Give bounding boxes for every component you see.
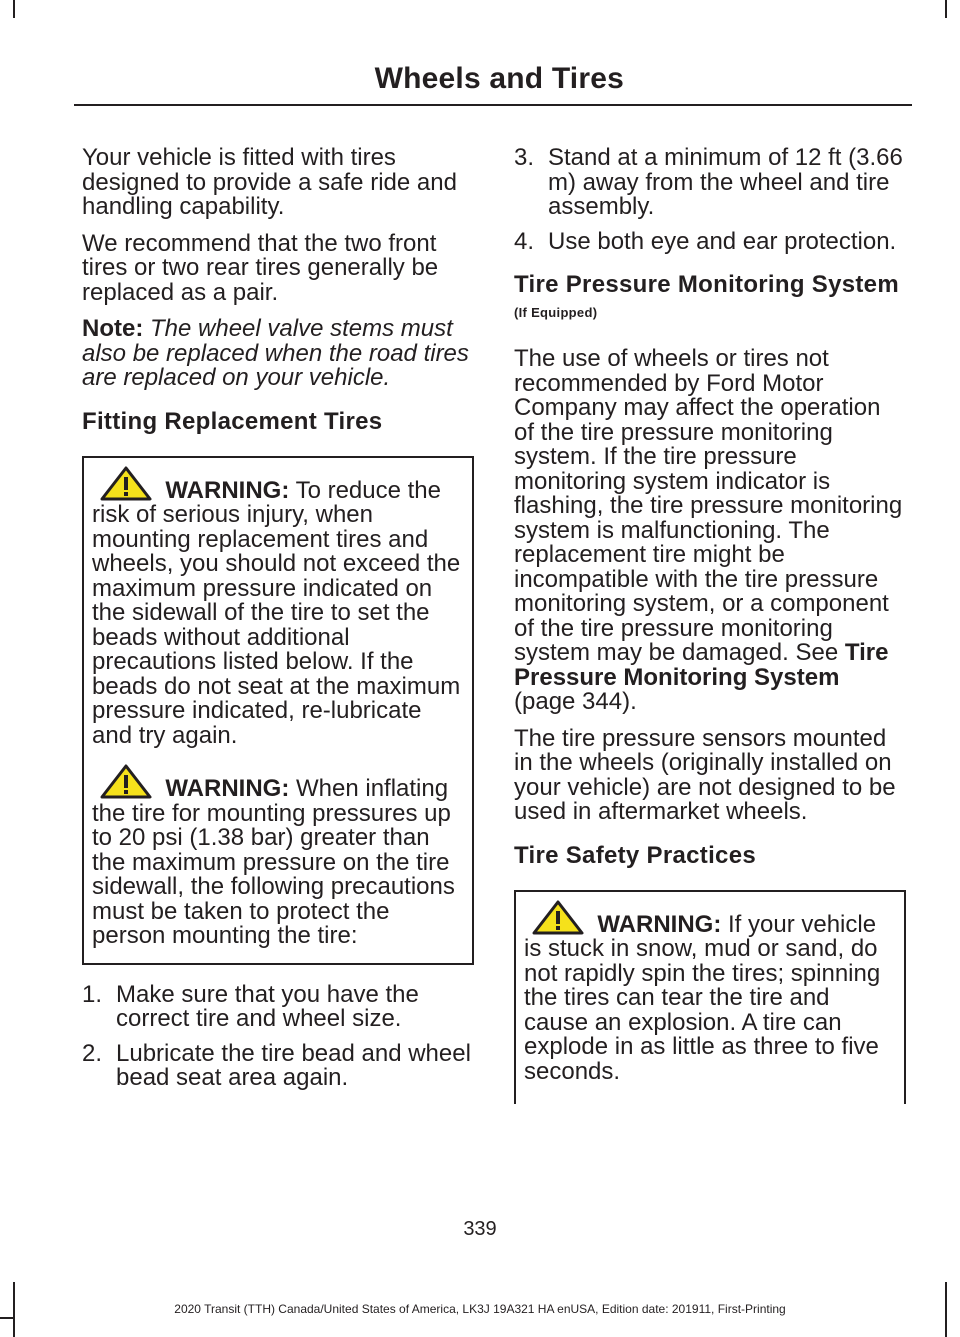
warning-triangle-icon (99, 764, 153, 800)
safety-heading: Tire Safety Practices (514, 841, 756, 869)
warning-label: WARNING: (165, 476, 290, 504)
page-title: Wheels and Tires (374, 62, 624, 95)
list-number: 4. (514, 227, 535, 255)
list-item (82, 1039, 474, 1091)
precaution-list (82, 980, 474, 1091)
warning-text: When inflating the tire for mounting pressures up to 20 psi (1.38 bar) greater than the maximum pressure on the tire sidewall, the following precautions must be taken to protect the person mounting the tire: (92, 775, 455, 949)
header-rule (74, 104, 912, 106)
crop-mark-top-right (945, 0, 947, 18)
right-column (514, 146, 906, 1104)
warning-triangle-icon (531, 900, 585, 936)
if-equipped-tag: (If Equipped) (514, 305, 598, 320)
page-number: 339 (463, 1218, 497, 1240)
list-text: Lubricate the tire bead and wheel bead seat area again. (116, 1039, 471, 1091)
tpms-text: The use of wheels or tires not recommended by Ford Motor Company may affect the operation of the tire pressure monitoring system. If the tire pressure monitoring system indicator is flashing, the tire pressure monitoring system is malfunctioning. The replacement tire might be incompatible with the tire pressure monitoring system, or a component of the tire pressure monitoring system may be damaged. (514, 345, 903, 666)
crop-mark-bottom-left-h (0, 1317, 15, 1319)
warning-box-mounting (82, 456, 474, 965)
note-paragraph (82, 317, 474, 391)
list-number: 2. (82, 1039, 103, 1067)
page-reference: (page 344). (514, 688, 637, 715)
intro-paragraph: Your vehicle is fitted with tires designed to provide a safe ride and handling capability. (82, 144, 457, 220)
list-item (82, 980, 474, 1032)
note-text: The wheel valve stems must also be replaced when the road tires are replaced on your vehicle. (82, 315, 469, 391)
list-number: 3. (514, 144, 535, 171)
list-text: Stand at a minimum of 12 ft (3.66 m) away from the wheel and tire assembly. (548, 144, 903, 220)
list-item (514, 227, 906, 255)
sensors-paragraph: The tire pressure sensors mounted in the wheels (originally installed on your vehicle) are not designed to be used in aftermarket wheels. (514, 724, 896, 825)
warning-triangle-icon (99, 466, 153, 502)
warning-paragraph (92, 764, 464, 949)
warning-box-stuck (514, 890, 906, 1105)
tpms-cross-reference-link[interactable]: Tire Pressure Monitoring System (514, 639, 889, 691)
warning-paragraph (524, 900, 896, 1085)
tpms-heading (514, 272, 906, 325)
note-label: Note: (82, 315, 144, 342)
see-label: See (795, 639, 839, 666)
list-text: Make sure that you have the correct tire and wheel size. (116, 980, 419, 1032)
left-column (82, 146, 474, 1103)
recommend-paragraph: We recommend that the two front tires or two rear tires generally be replaced as a pair. (82, 229, 439, 306)
precaution-list-continued (514, 146, 906, 254)
warning-label: WARNING: (165, 775, 290, 802)
warning-text: If your vehicle is stuck in snow, mud or sand, do not rapidly spin the tires; spinning the tires can tear the tire and cause an explosion. A tire can explode in as little as three to five seconds. (524, 910, 881, 1085)
warning-label: WARNING: (597, 910, 722, 938)
warning-paragraph (92, 466, 464, 749)
list-number: 1. (82, 980, 103, 1008)
footer-edition-info: 2020 Transit (TTH) Canada/United States of America, LK3J 19A321 HA enUSA, Edition date: 201911, First-Printing (174, 1302, 786, 1316)
tpms-heading-text: Tire Pressure Monitoring System (514, 271, 899, 298)
crop-mark-top-left (13, 0, 15, 18)
tpms-paragraph (514, 347, 906, 715)
list-item (514, 146, 906, 220)
list-text: Use both eye and ear protection. (548, 227, 897, 255)
fitting-heading: Fitting Replacement Tires (82, 407, 383, 435)
warning-text: To reduce the risk of serious injury, when mounting replacement tires and wheels, you should not exceed the maximum pressure indicated on the sidewall of the tire to set the beads without additional precautions listed below. If the beads do not seat at the maximum pressure indicated, re-lubricate and try again. (92, 476, 461, 749)
